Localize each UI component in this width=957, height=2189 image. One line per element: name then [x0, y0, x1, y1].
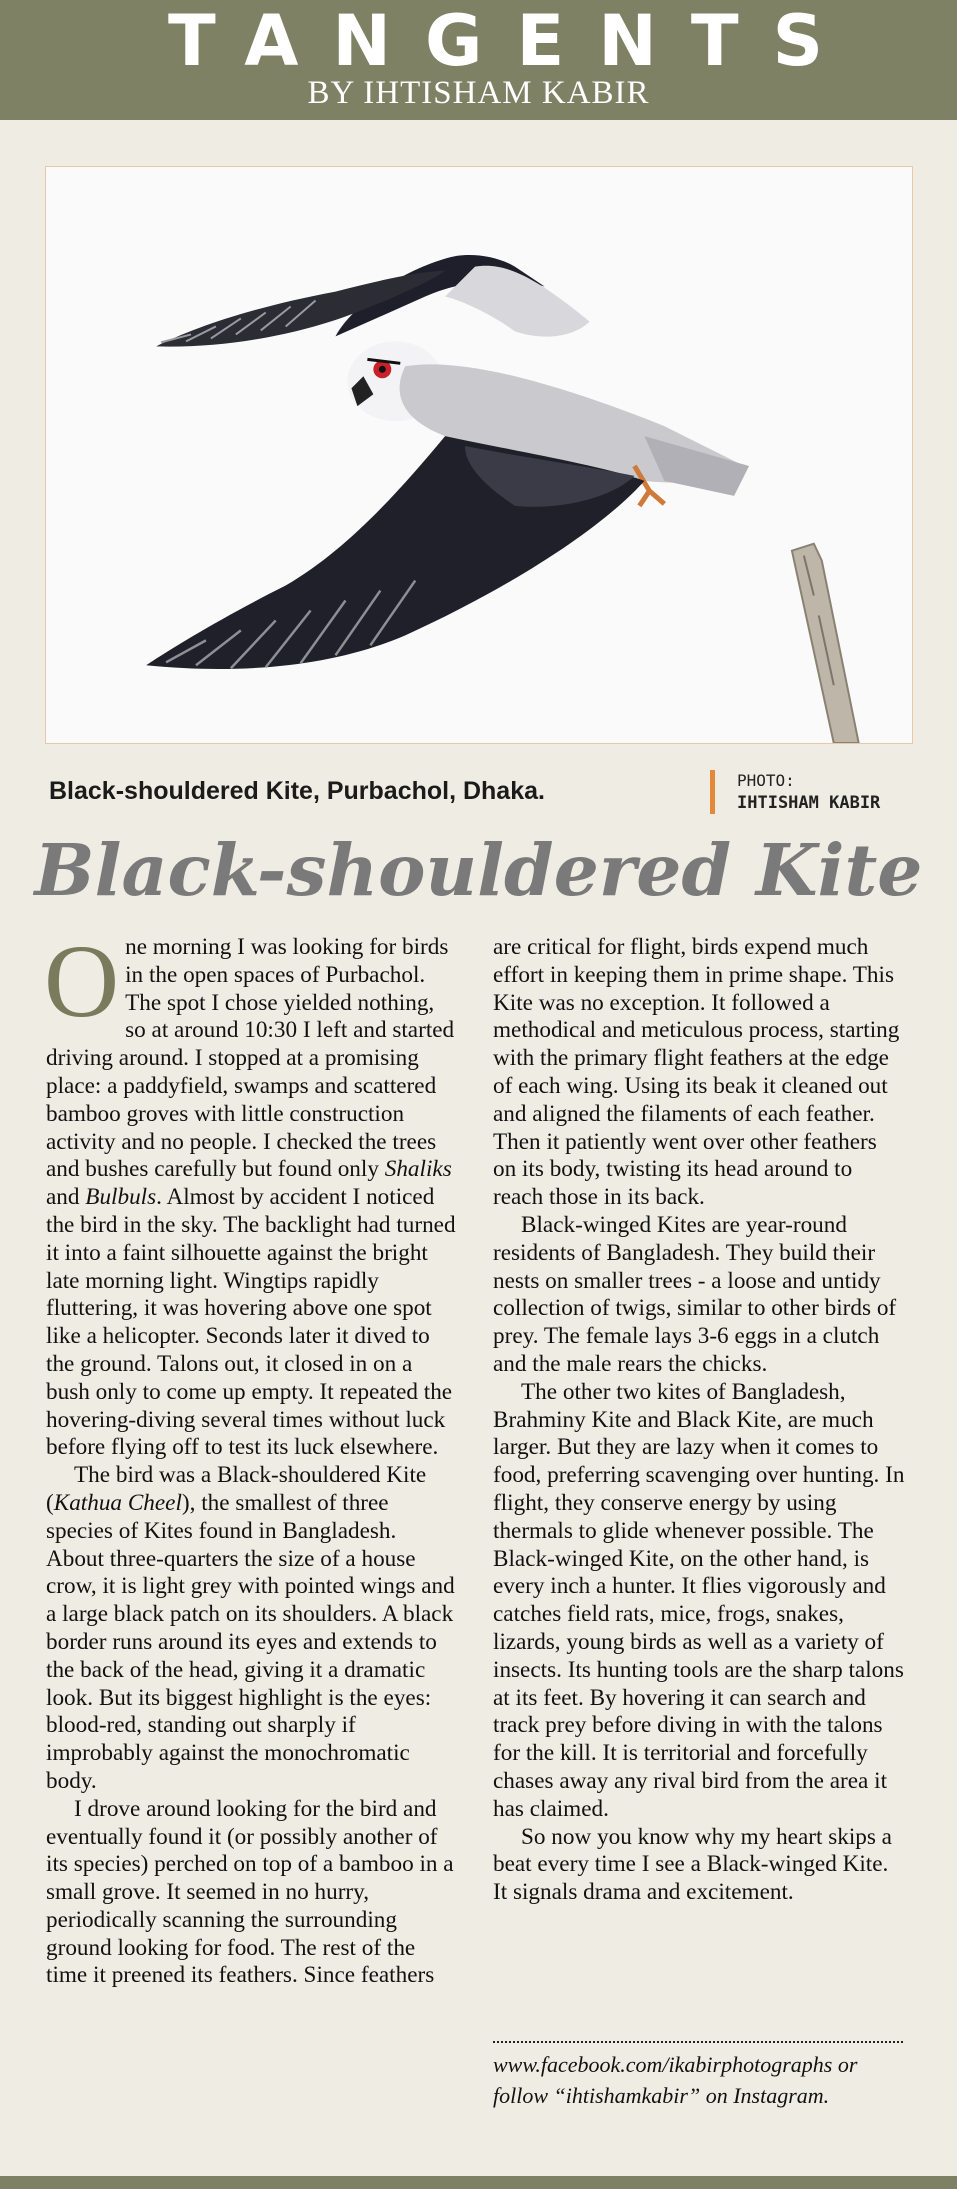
paragraph-2 — [46, 1462, 458, 1796]
photo-caption: Black-shouldered Kite, Purbachol, Dhaka. — [49, 777, 545, 805]
paragraph-4: are critical for flight, birds expend much effort in keeping them in prime shape. This Kite was no exception. It followed a methodical and meticulous process, starting with the primary flight feathers at the edge of each wing. Using its beak it cleaned out and aligned the filaments of each feather. Then it patiently went over other feathers on its body, twisting its head around to reach those in its back. — [493, 934, 900, 1211]
footer-social-links: www.facebook.com/ikabirphotographs or follow “ihtishamkabir” on Instagram. — [493, 2052, 858, 2108]
paragraph-1-text-c: . Almost by accident I noticed the bird in the sky. The backlight had turned it into a faint silhouette against the bright late morning light. Wingtips rapidly fluttering, it was hovering above one spot like a helicopter. Seconds later it dived to the ground. Talons out, it closed in on a bush only to come up empty. It repeated the hovering-diving several times without luck before flying off to test its luck elsewhere. — [46, 1184, 456, 1461]
photo-credit — [710, 770, 880, 814]
paragraph-5: Black-winged Kites are year-round residents of Bangladesh. They build their nests on smaller trees - a loose and untidy collection of twigs, similar to other birds of prey. The female lays 3-6 eggs in a clutch and the male rears the chicks. — [493, 1211, 897, 1377]
masthead-byline: BY IHTISHAM KABIR — [307, 75, 650, 111]
paragraph-2-italic: Kathua Cheel — [53, 1489, 182, 1516]
paragraph-2-text-a: The bird was a Black-shouldered Kite ( — [46, 1462, 427, 1516]
paragraph-1-italic-bulbuls: Bulbuls — [85, 1184, 157, 1211]
masthead-title: TANGENTS — [167, 0, 858, 82]
paragraph-6: The other two kites of Bangladesh, Brahminy Kite and Black Kite, are much larger. But they are lazy when it comes to food, preferring scavenging over hunting. In flight, they conserve energy by using thermals to glide whenever possible. The Black-winged Kite, on the other hand, is every inch a hunter. It flies vigorously and catches field rats, mice, frogs, snakes, lizards, young birds as well as a variety of insects. Its hunting tools are the sharp talons at its feet. By hovering it can search and track prey before diving in with the talons for the kill. It is territorial and forcefully chases away any rival bird from the area it has claimed. — [493, 1378, 905, 1822]
kite-illustration — [46, 167, 912, 743]
bottom-bar — [0, 2176, 957, 2189]
photo-credit-name: IHTISHAM KABIR — [737, 793, 881, 813]
paragraph-1 — [44, 924, 458, 1462]
article-column-1 — [44, 924, 458, 1990]
photo-credit-label: PHOTO: — [737, 771, 795, 790]
paragraph-2-text-b: ), the smallest of three species of Kites found in Bangladesh. About three-quarters the size of a house crow, it is light grey with pointed wings and a large black patch on its shoulders. A black border runs around its eyes and extends to the back of the head, giving it a dramatic look. But its biggest highlight is the eyes: blood-red, standing out sharply if improbably against the monochromatic body. — [46, 1489, 455, 1794]
kite-photo — [45, 166, 913, 744]
paragraph-3: I drove around looking for the bird and eventually found it (or possibly another of its species) perched on top of a bamboo in a small grove. It seemed in no hurry, periodically scanning the surrounding ground looking for food. The rest of the time it preened its feathers. Since feathers — [46, 1795, 454, 1989]
paragraph-1-italic-shaliks: Shaliks — [384, 1156, 452, 1183]
paragraph-1-text-b: and — [46, 1184, 86, 1211]
article-headline: Black-shouldered Kite — [34, 828, 923, 912]
footer-divider — [493, 2041, 903, 2043]
masthead — [0, 0, 957, 120]
article-column-2 — [493, 934, 905, 1907]
paragraph-7: So now you know why my heart skips a beat every time I see a Black-winged Kite. It signals drama and excitement. — [493, 1823, 892, 1906]
drop-cap: O — [44, 924, 120, 1039]
paragraph-1-text-a: ne morning I was looking for birds in the open spaces of Purbachol. The spot I chose yielded nothing, so at around 10:30 I left and started driving around. I stopped at a promising place: a paddyfield, swamps and scattered bamboo groves with little construction activity and no people. I checked the trees and bushes carefully but found only — [46, 934, 455, 1183]
